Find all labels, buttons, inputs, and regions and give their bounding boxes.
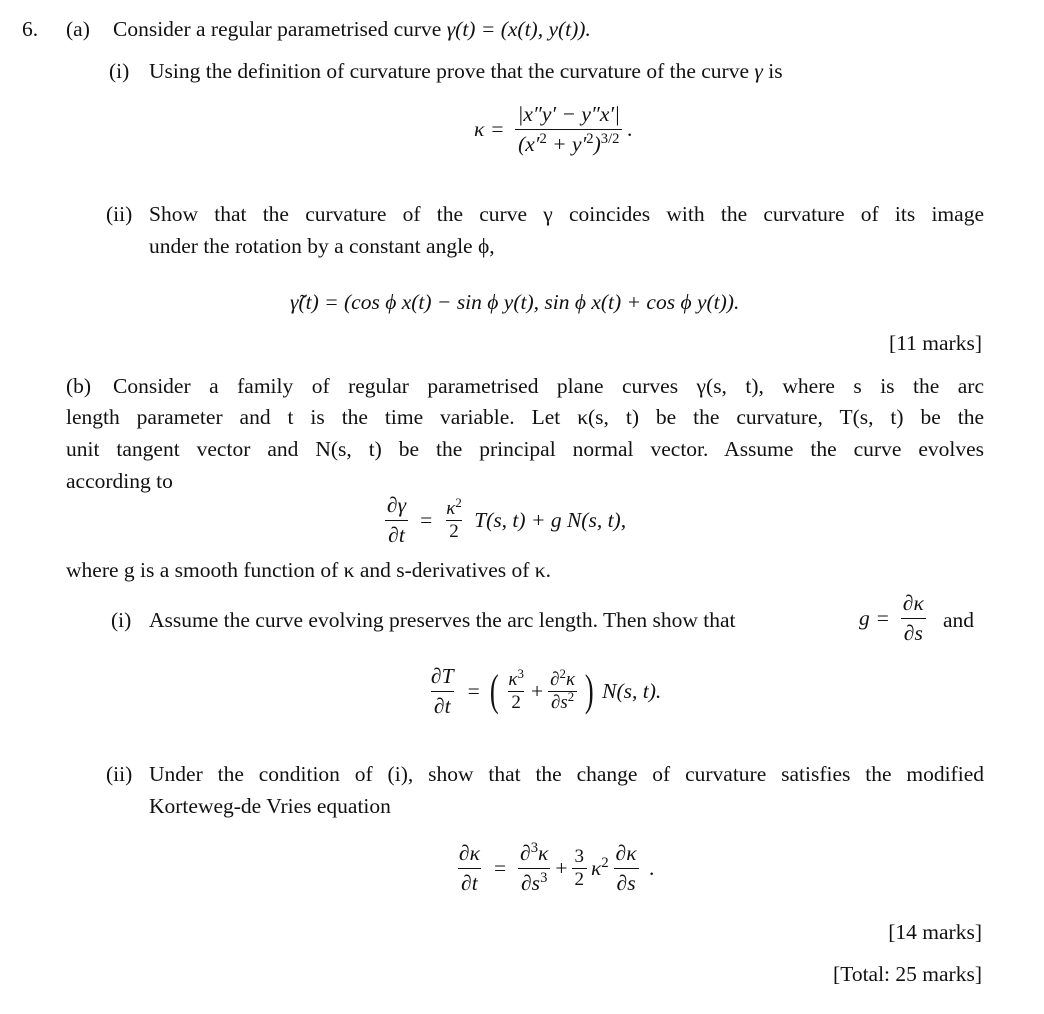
rotated-curve-formula: γ̃(t) = (cos ϕ x(t) − sin ϕ y(t), sin ϕ x(t) + cos ϕ y(t)). xyxy=(290,290,740,314)
part-b-ii-line1: Under the condition of (i), show that the change of curvature satisfies the modified xyxy=(149,762,984,786)
part-a-ii-label: (ii) xyxy=(106,202,133,226)
part-b-line1: Consider a family of regular parametrised plane curves γ(s, t), where s is the arc xyxy=(113,374,984,398)
part-a-i-text-before: Using the definition of curvature prove that the curvature of the curve xyxy=(149,59,749,83)
mkdv-equation: $\frac{\partial\kappa}{\partial t}$ = $\frac{\partial^3\kappa}{\partial s^3}$ + $\frac{3}{2}$ $\kappa^2$ $\frac{\partial\kappa}{\partial s}$ . xyxy=(459,839,655,895)
part-b-line2: length parameter and t is the time variable. Let κ(s, t) be the curvature, T(s, t) be the xyxy=(66,405,984,429)
part-b-ii-label: (ii) xyxy=(106,762,133,786)
part-a-ii-line1: Show that the curvature of the curve γ coincides with the curvature of its image xyxy=(149,202,984,226)
part-a-marks: [11 marks] xyxy=(889,331,982,355)
g-expression: g = $\frac{\partial\kappa}{\partial s}$ xyxy=(859,592,931,644)
tangent-derivative-formula: $\frac{\partial T}{\partial t}$ = ( $\frac{\kappa^3}{2}$ + $\frac{\partial^2\kappa}{\partial s^2}$ ) N(s, t). xyxy=(431,664,662,718)
part-b-line3: unit tangent vector and N(s, t) be the principal normal vector. Assume the curve evolves xyxy=(66,437,984,461)
curve-definition: γ(t) = (x(t), y(t)). xyxy=(446,17,591,41)
part-b-where-line: where g is a smooth function of κ and s-derivatives of κ. xyxy=(66,558,551,582)
part-a-i-text-after: is xyxy=(768,59,783,83)
question-number: 6. xyxy=(22,17,39,41)
and-word: and xyxy=(943,608,975,632)
part-b-ii-line2: Korteweg-de Vries equation xyxy=(149,794,391,818)
part-b-i-text: Assume the curve evolving preserves the arc length. Then show that xyxy=(149,608,736,632)
part-a-intro xyxy=(113,19,591,41)
part-a-i-label: (i) xyxy=(109,59,130,83)
curvature-formula: κ = $\frac{|x''y' - y''x'|}{(x'^2 + y'^2)^{3/2}}$ . xyxy=(474,102,633,156)
part-b-marks: [14 marks] xyxy=(888,920,982,944)
part-b-i-label: (i) xyxy=(111,608,132,632)
total-marks: [Total: 25 marks] xyxy=(833,962,982,986)
part-a-intro-text: Consider a regular parametrised curve xyxy=(113,17,442,41)
part-a-ii-line2: under the rotation by a constant angle ϕ, xyxy=(149,234,495,258)
evolution-equation: $\frac{\partial\gamma}{\partial t}$ = $\frac{\kappa^2}{2}$ T(s, t) + g N(s, t), xyxy=(387,493,627,547)
part-a-i-text xyxy=(149,61,783,83)
gamma-symbol: γ xyxy=(754,59,763,83)
part-a-label: (a) xyxy=(66,17,90,41)
part-b-label: (b) xyxy=(66,374,92,398)
part-b-line4: according to xyxy=(66,469,173,493)
